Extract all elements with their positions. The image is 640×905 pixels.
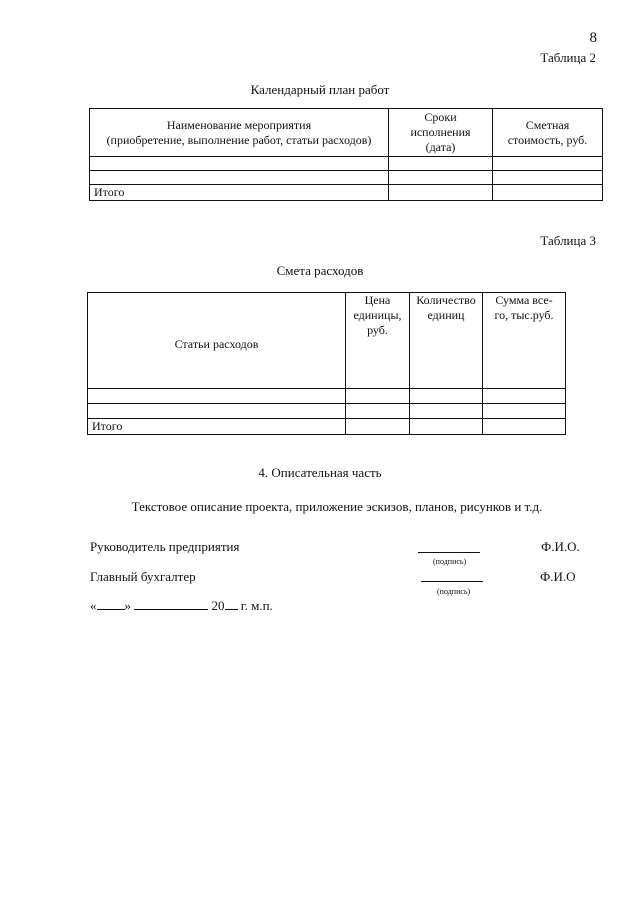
- table-cell: [493, 157, 603, 171]
- table-cell: [346, 419, 410, 435]
- date-open-quote: «: [90, 598, 97, 613]
- header-quantity-line2: единиц: [427, 308, 465, 322]
- accountant-signature-line: [421, 581, 483, 582]
- header-dates-line1: Сроки: [424, 110, 457, 124]
- header-activity-line1: Наименование мероприятия: [166, 117, 312, 132]
- header-expense-items: Статьи расходов: [88, 293, 346, 389]
- section-description: Текстовое описание проекта, приложение эскизов, планов, рисунков и т.д.: [131, 499, 543, 514]
- section-heading: 4. Описательная часть: [258, 465, 382, 480]
- table2-label: Таблица 2: [540, 50, 596, 65]
- table-cell: [88, 389, 346, 404]
- table-cell: [483, 389, 566, 404]
- calendar-plan-table: [89, 108, 603, 201]
- date-suffix: г. м.п.: [240, 598, 273, 613]
- table2-title: Календарный план работ: [250, 82, 390, 97]
- table-cell: [389, 185, 493, 201]
- table3-label: Таблица 3: [540, 233, 596, 248]
- table-cell: [90, 171, 389, 185]
- year-blank: [225, 609, 238, 610]
- header-activity: [90, 109, 389, 157]
- header-total-sum: [483, 293, 566, 389]
- total-label: Итого: [90, 185, 389, 201]
- total-label: Итого: [88, 419, 346, 435]
- table-cell: [90, 157, 389, 171]
- director-fio: Ф.И.О.: [541, 539, 580, 554]
- table-cell: [493, 171, 603, 185]
- table-row: [90, 171, 603, 185]
- table-cell: [88, 404, 346, 419]
- director-signature-note: (подпись): [433, 557, 467, 566]
- director-signature-line: [418, 552, 480, 553]
- table-row: [88, 404, 566, 419]
- table3-title: Смета расходов: [276, 263, 364, 278]
- total-row: [90, 185, 603, 201]
- table-row: [88, 389, 566, 404]
- table-cell: [493, 185, 603, 201]
- table-cell: [410, 389, 483, 404]
- table-cell: [483, 404, 566, 419]
- table-cell: [389, 157, 493, 171]
- header-activity-line2: (приобретение, выполнение работ, статьи расходов): [106, 132, 372, 147]
- header-quantity: [410, 293, 483, 389]
- header-dates-line2: исполнения: [410, 125, 471, 139]
- date-close-quote: »: [124, 598, 131, 613]
- table-cell: [389, 171, 493, 185]
- page-number: 8: [589, 30, 597, 46]
- month-blank: [134, 609, 208, 610]
- header-cost-line2: стоимость, руб.: [507, 132, 588, 147]
- table-cell: [410, 404, 483, 419]
- header-unit-price-line3: руб.: [367, 323, 388, 337]
- header-dates: [389, 109, 493, 157]
- header-unit-price: [346, 293, 410, 389]
- header-total-sum-line2: го, тыс.руб.: [494, 308, 554, 322]
- accountant-label: Главный бухгалтер: [90, 569, 196, 584]
- director-label: Руководитель предприятия: [90, 539, 240, 554]
- expense-estimate-table: [87, 292, 566, 435]
- table-row: [90, 157, 603, 171]
- header-unit-price-line2: единицы,: [353, 308, 402, 322]
- header-dates-line3: (дата): [425, 140, 456, 154]
- table-cell: [410, 419, 483, 435]
- table-cell: [346, 389, 410, 404]
- header-cost: [493, 109, 603, 157]
- accountant-fio: Ф.И.О: [540, 569, 576, 584]
- header-unit-price-line1: Цена: [364, 293, 391, 307]
- total-row: [88, 419, 566, 435]
- day-blank: [97, 609, 125, 610]
- header-cost-line1: Сметная: [525, 117, 570, 132]
- header-quantity-line1: Количество: [416, 293, 476, 307]
- table-cell: [346, 404, 410, 419]
- date-line: [90, 598, 273, 614]
- accountant-signature-note: (подпись): [437, 587, 471, 596]
- table-cell: [483, 419, 566, 435]
- header-total-sum-line1: Сумма все-: [495, 293, 553, 307]
- year-prefix: 20: [211, 598, 225, 613]
